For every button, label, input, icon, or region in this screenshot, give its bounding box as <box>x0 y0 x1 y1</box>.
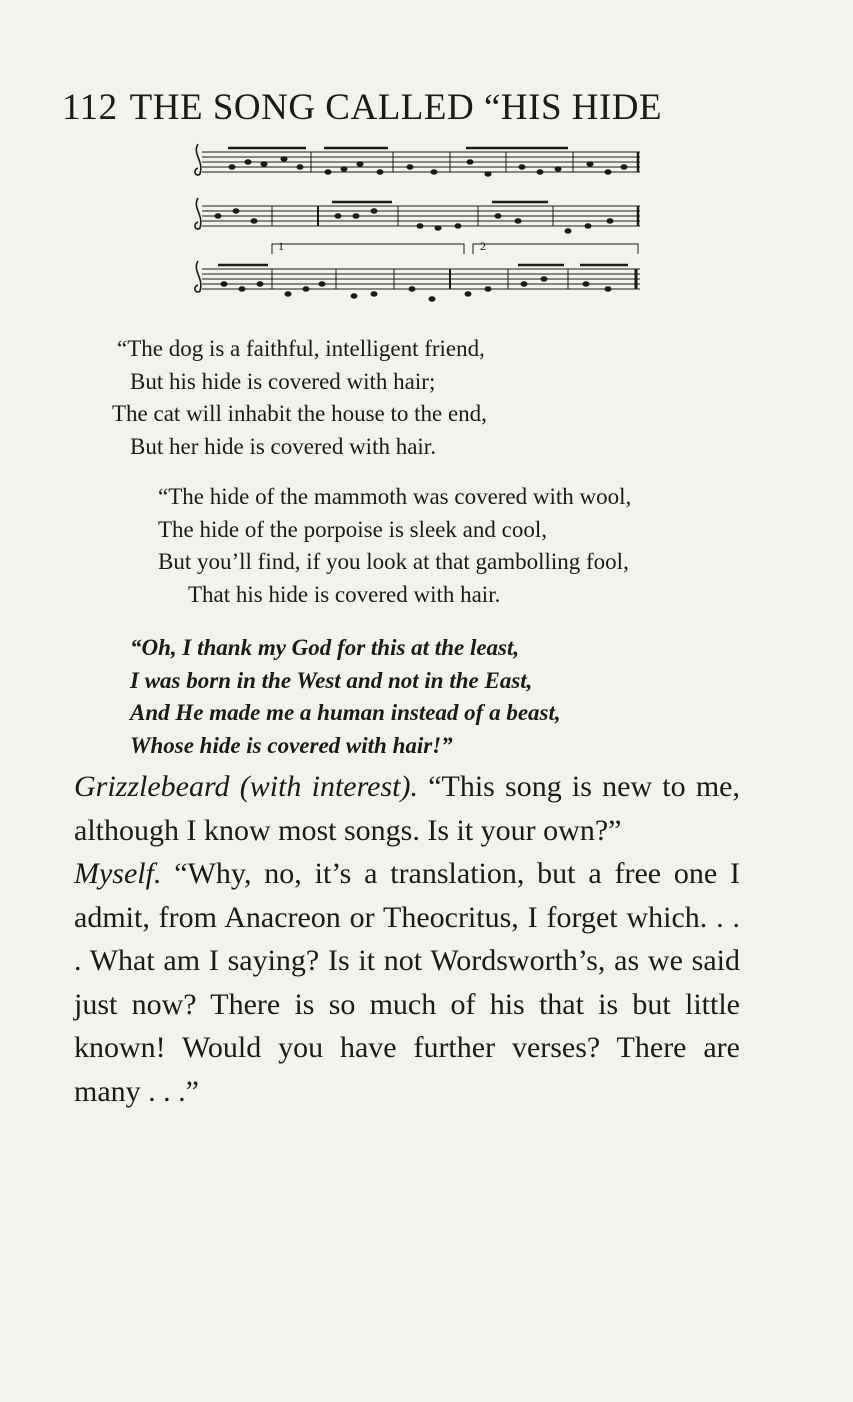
running-header <box>62 86 782 130</box>
speaker-name: Grizzlebeard <box>74 770 230 803</box>
verse-line: “Oh, I thank my God for this at the least, <box>130 635 520 660</box>
volta-brackets <box>272 244 638 254</box>
verse-line: That his hide is covered with hair. <box>188 581 501 607</box>
verse-line: But his hide is covered with hair; <box>130 368 436 394</box>
verse-line: The hide of the porpoise is sleek and cool, <box>158 516 547 542</box>
volta-2-label: 2 <box>480 239 486 253</box>
speech-text: “This song is new to me, although I know most songs. Is it your own?” <box>74 770 740 847</box>
music-staff-1 <box>202 148 640 176</box>
verse-line: The cat will inhabit the house to the end, <box>112 401 487 426</box>
speech-text: “Why, no, it’s a translation, but a free one I admit, from Anacreon or Theocritus, I forget which. . . . What am I saying? Is it not Wordsworth’s, as we said just now? There is so much of his that is but little known! Would you have further verses? There are many . . .” <box>74 857 741 1108</box>
verse-line: I was born in the West and not in the East, <box>130 667 533 693</box>
verse-1 <box>112 333 672 463</box>
verse-line: “The dog is a faithful, intelligent friend, <box>117 336 485 361</box>
music-score <box>188 140 642 312</box>
verse-line: And He made me a human instead of a beast, <box>130 700 561 725</box>
music-staff-3 <box>202 265 640 301</box>
dialogue <box>74 765 740 1113</box>
dialogue-paragraph <box>74 765 740 852</box>
dialogue-paragraph <box>74 852 740 1113</box>
verse-line: But her hide is covered with hair. <box>130 433 436 459</box>
music-staff-2 <box>202 202 640 233</box>
page-number: 112 <box>62 87 118 128</box>
verse-3 <box>112 632 672 762</box>
verse-line: Whose hide is covered with hair!” <box>130 732 453 758</box>
verse-line: But you’ll find, if you look at that gambolling fool, <box>158 549 629 574</box>
treble-clef-icon <box>195 144 201 292</box>
running-title: THE SONG CALLED “HIS HIDE <box>129 87 663 128</box>
verse-2 <box>112 481 672 611</box>
speaker-name: Myself. <box>74 857 162 890</box>
verse-line: “The hide of the mammoth was covered with wool, <box>158 484 632 509</box>
stage-direction: (with interest). <box>239 770 418 803</box>
volta-1-label: 1 <box>278 239 284 253</box>
